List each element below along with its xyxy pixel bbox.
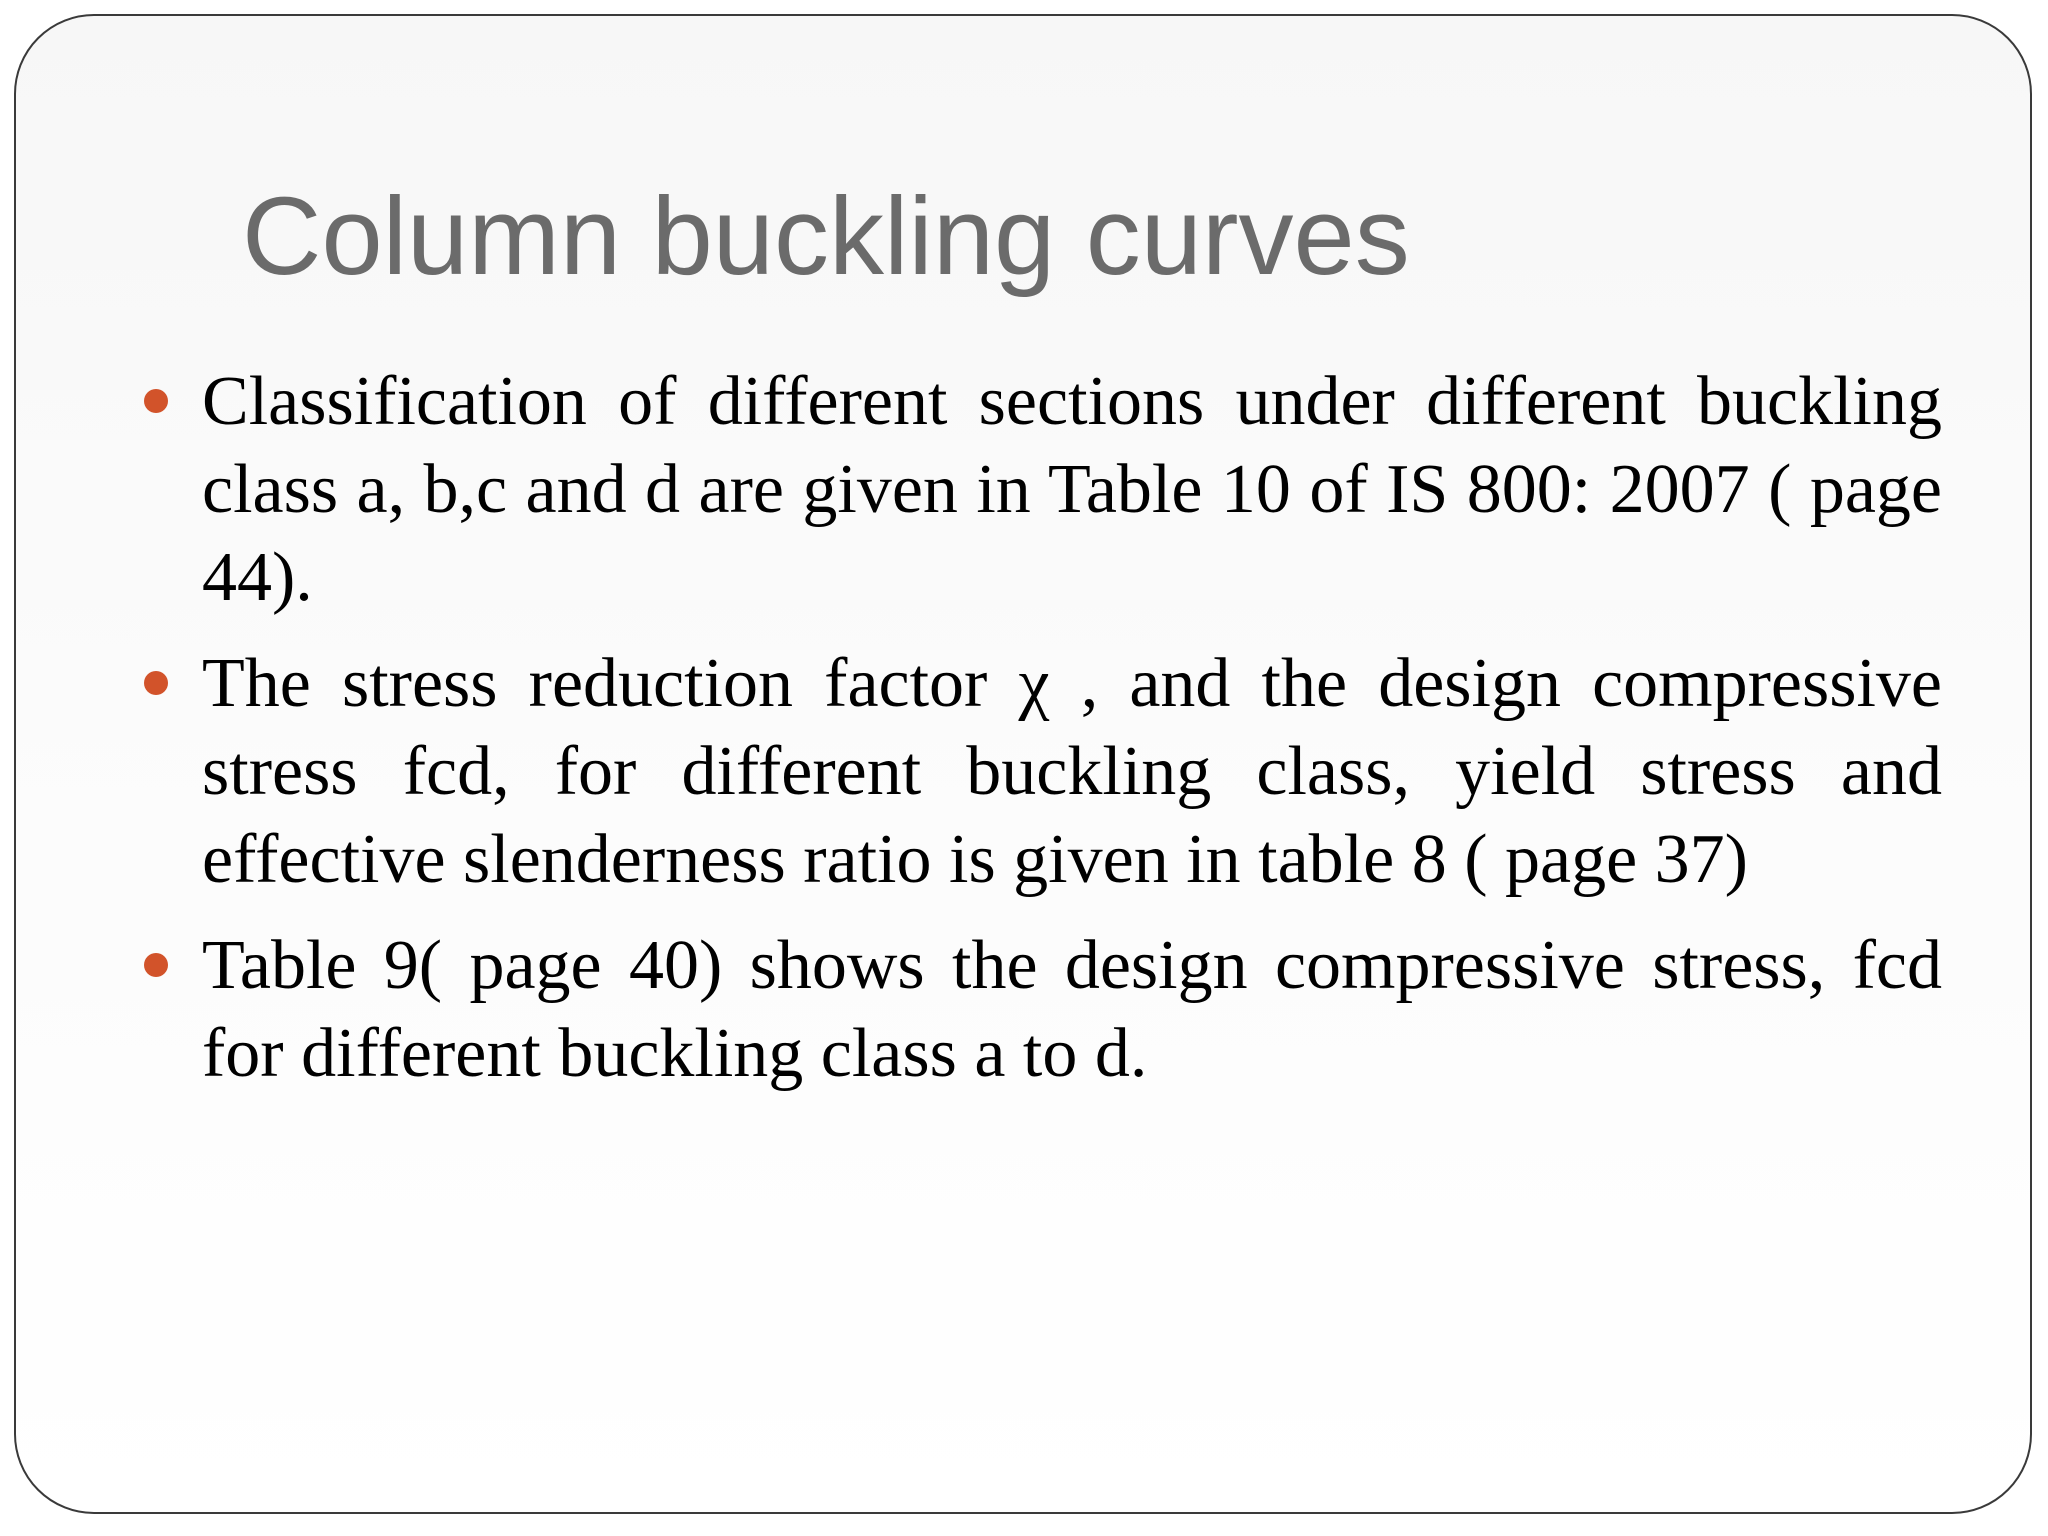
bullet-dot-icon	[144, 389, 168, 413]
slide-title: Column buckling curves	[242, 175, 1410, 298]
bullet-dot-icon	[144, 671, 168, 695]
bullet-text: Classification of different sections under different buckling class a, b,c and d are given in Table 10 of IS 800: 2007 ( page 44).	[202, 363, 1942, 616]
bullet-dot-icon	[144, 953, 168, 977]
bullet-list	[202, 358, 1942, 1116]
slide	[14, 14, 2032, 1514]
bullet-item	[202, 922, 1942, 1098]
bullet-item	[202, 640, 1942, 904]
bullet-text: Table 9( page 40) shows the design compressive stress, fcd for different buckling class a to d.	[202, 927, 1942, 1092]
bullet-item	[202, 358, 1942, 622]
bullet-text: The stress reduction factor χ , and the design compressive stress fcd, for different buckling class, yield stress and effective slenderness ratio is given in table 8 ( page 37)	[202, 645, 1942, 898]
